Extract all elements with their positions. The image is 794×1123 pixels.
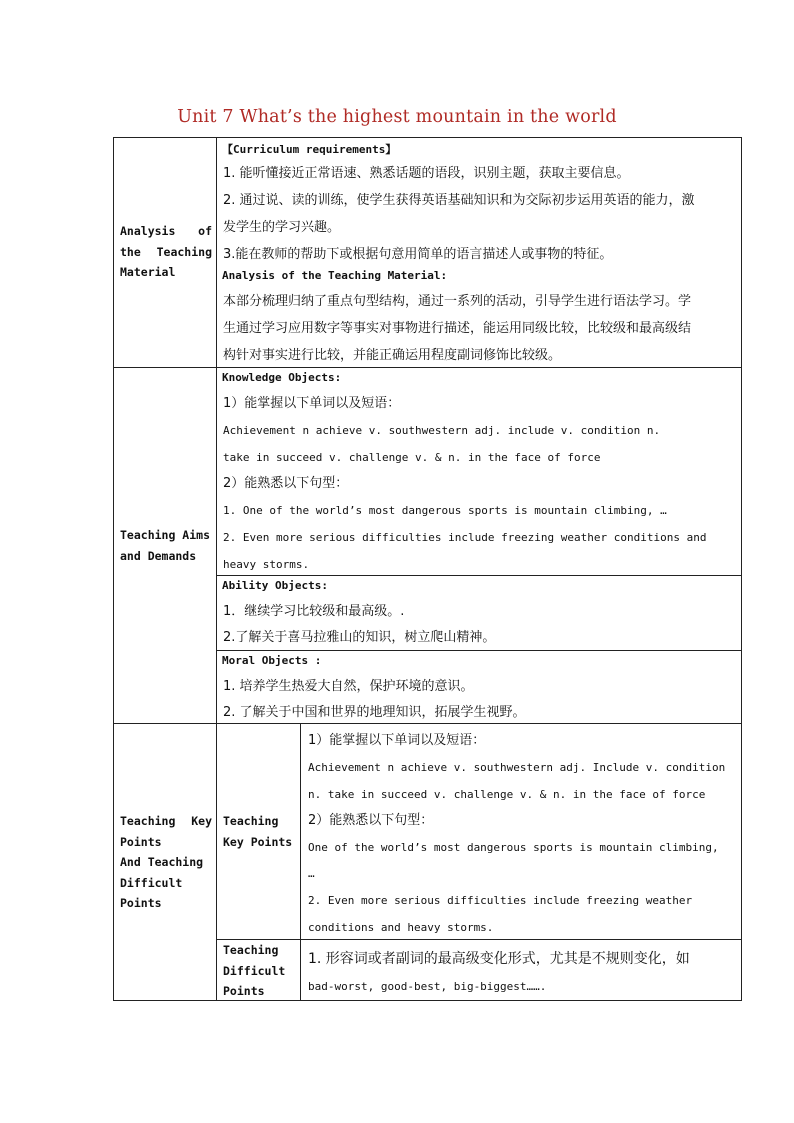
knowledge-sentence-1: 1. One of the world’s most dangerous sports is mountain climbing, … xyxy=(223,504,667,517)
knowledge-words-line-2: take in succeed v. challenge v. & n. in the face of force xyxy=(223,451,601,464)
key-sentence-1-continued: … xyxy=(308,867,315,880)
difficult-point-line-1: 1. 形容词或者副词的最高级变化形式，尤其是不规则变化，如 xyxy=(308,951,690,967)
moral-item-1: 1. 培养学生热爱大自然，保护环境的意识。 xyxy=(223,679,474,694)
key-words-line-2: n. take in succeed v. challenge v. & n. in the face of force xyxy=(308,788,706,801)
knowledge-item-2: 2）能熟悉以下句型： xyxy=(223,476,349,491)
knowledge-words-line-1: Achievement n achieve v. southwestern adj. include v. condition n. xyxy=(223,424,661,437)
analysis-body-line-1: 本部分梳理归纳了重点句型结构，通过一系列的活动，引导学生进行语法学习。学 xyxy=(223,294,692,309)
knowledge-item-1: 1）能掌握以下单词以及短语： xyxy=(223,396,401,411)
analysis-body-line-2: 生通过学习应用数字等事实对事物进行描述，能运用同级比较，比较级和最高级结 xyxy=(223,321,692,336)
knowledge-heading: Knowledge Objects: xyxy=(222,371,342,384)
curriculum-heading: 【Curriculum requirements】 xyxy=(222,143,397,156)
ability-item-2: 2.了解关于喜马拉雅山的知识，树立爬山精神。 xyxy=(223,630,496,645)
analysis-subheading: Analysis of the Teaching Material: xyxy=(222,269,448,282)
aims-row-label: Teaching Aims and Demands xyxy=(120,528,211,563)
knowledge-sentence-2: 2. Even more serious difficulties include freezing weather conditions and xyxy=(223,531,707,544)
key-points-row-label: Teaching Key Points And Teaching Difficult Points xyxy=(120,814,212,910)
ability-heading: Ability Objects: xyxy=(222,579,328,592)
analysis-row-label: Analysis of the Teaching Material xyxy=(120,224,212,279)
knowledge-sentence-2-continued: heavy storms. xyxy=(223,558,310,571)
difficult-point-line-2: bad-worst, good-best, big-biggest……. xyxy=(308,980,547,993)
teaching-difficult-points-label: Teaching Difficult Points xyxy=(223,943,286,998)
document-title: Unit 7 What’s the highest mountain in the world xyxy=(177,107,617,127)
teaching-key-points-label: Teaching Key Points xyxy=(223,814,293,849)
key-sentence-2: 2. Even more serious difficulties include freezing weather xyxy=(308,894,693,907)
ability-item-1: 1．继续学习比较级和最高级。. xyxy=(223,604,405,619)
requirement-2: 2. 通过说、读的训练，使学生获得英语基础知识和为交际初步运用英语的能力，激 xyxy=(223,193,695,208)
key-words-line-1: Achievement n achieve v. southwestern adj. Include v. condition xyxy=(308,761,726,774)
requirement-2-continued: 发学生的学习兴趣。 xyxy=(223,220,341,235)
analysis-body-line-3: 构针对事实进行比较，并能正确运用程度副词修饰比较级。 xyxy=(223,348,562,363)
requirement-1: 1. 能听懂接近正常语速、熟悉话题的语段，识别主题，获取主要信息。 xyxy=(223,166,630,181)
key-sentence-2-continued: conditions and heavy storms. xyxy=(308,921,494,934)
moral-item-2: 2. 了解关于中国和世界的地理知识，拓展学生视野。 xyxy=(223,705,526,720)
key-item-2: 2）能熟悉以下句型： xyxy=(308,813,434,828)
moral-heading: Moral Objects : xyxy=(222,654,322,667)
key-sentence-1: One of the world’s most dangerous sports is mountain climbing, xyxy=(308,841,719,854)
requirement-3: 3.能在教师的帮助下或根据句意用简单的语言描述人或事物的特征。 xyxy=(223,247,613,262)
key-item-1: 1）能掌握以下单词以及短语： xyxy=(308,733,486,748)
